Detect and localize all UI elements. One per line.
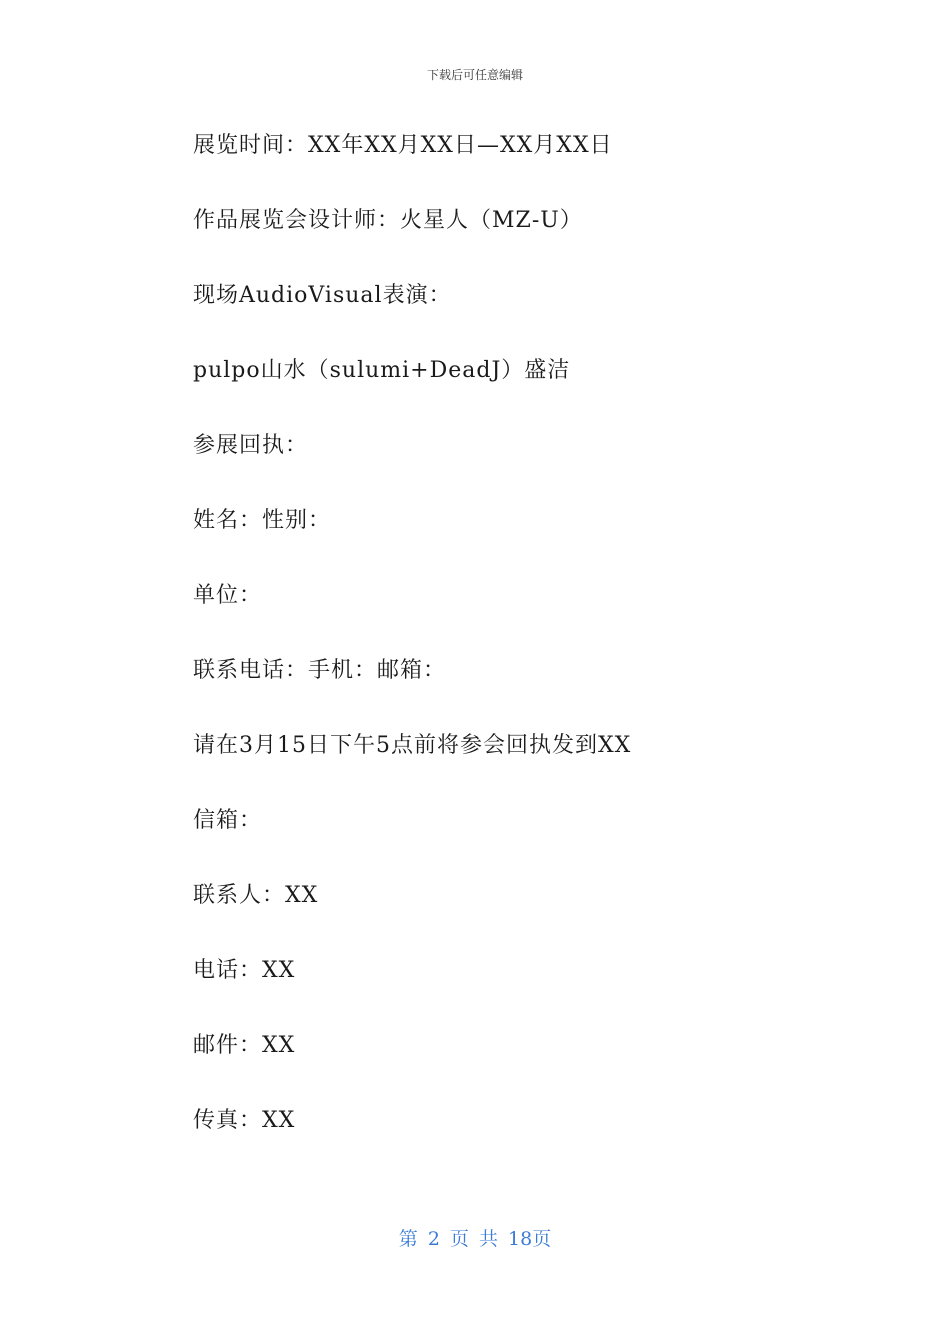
- designer-line: 作品展览会设计师：火星人（MZ-U）: [193, 208, 583, 233]
- contact-phone-line: 联系电话：手机：邮箱：: [193, 658, 447, 683]
- exhibition-time-line: 展览时间：XX年XX月XX日—XX月XX日: [193, 133, 613, 158]
- performance-heading-line: 现场AudioVisual表演：: [193, 283, 452, 308]
- performers-line: pulpo山水（sulumi+DeadJ）盛洁: [193, 358, 571, 383]
- page-footer: 第 2 页 共 18页: [398, 1228, 552, 1250]
- receipt-heading-line: 参展回执：: [193, 433, 309, 458]
- page-header: 下载后可任意编辑: [426, 68, 523, 82]
- email-line: 邮件：XX: [193, 1033, 296, 1058]
- name-gender-line: 姓名：性别：: [193, 508, 332, 533]
- document-body: [193, 128, 833, 1178]
- mailbox-line: 信箱：: [193, 808, 263, 833]
- deadline-line: 请在3月15日下午5点前将参会回执发到XX: [193, 733, 632, 758]
- contact-person-line: 联系人：XX: [193, 883, 319, 908]
- organization-line: 单位：: [193, 583, 263, 608]
- fax-line: 传真：XX: [193, 1108, 296, 1133]
- phone-line: 电话：XX: [193, 958, 296, 983]
